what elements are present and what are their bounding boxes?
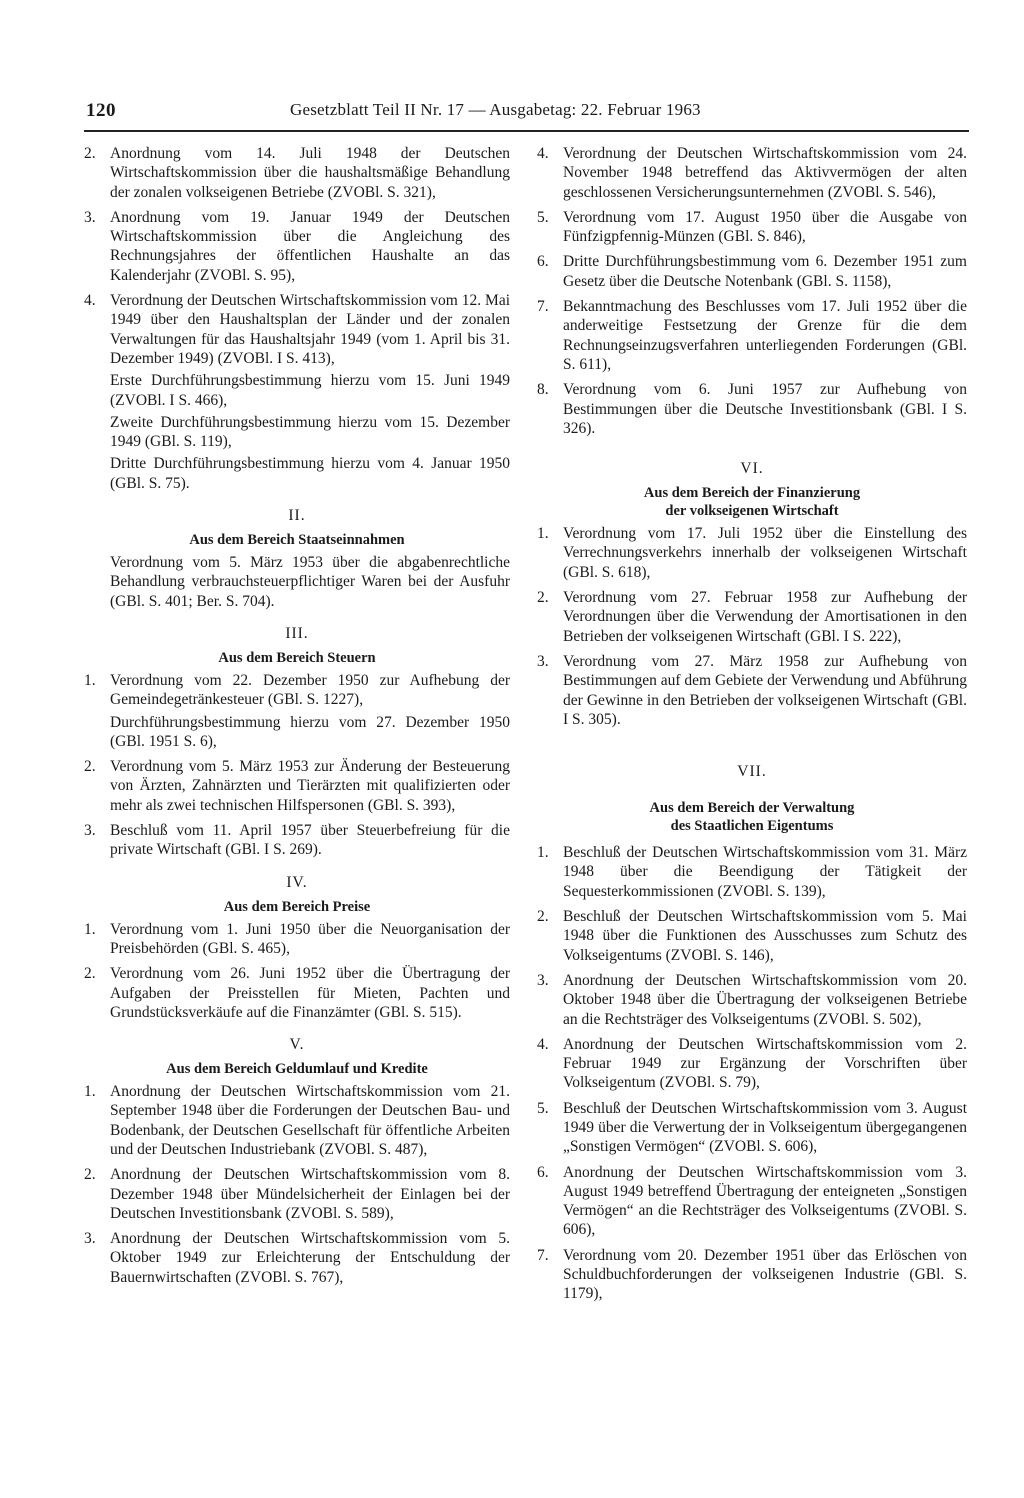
list-item <box>84 1082 510 1159</box>
item-text: Bekanntmachung des Beschlusses vom 17. Juli 1952 über die anderweitige Festsetzung der Grenze für die dem Rechnungseinzugsverfahren unterliegenden Forderungen (GBl. S. 611), <box>563 298 967 373</box>
item-text: Anordnung vom 19. Januar 1949 der Deutschen Wirtschaftskommission über die Angleichung des Rechnungsjahres der öffentlichen Haushalte an das Kalenderjahr (ZVOBl. S. 95), <box>110 208 510 284</box>
item-text: Verordnung vom 22. Dezember 1950 zur Aufhebung der Gemeindegetränkesteuer (GBl. S. 1227), <box>110 671 510 709</box>
list-item <box>84 671 510 751</box>
item-subtext: Erste Durchführungsbestimmung hierzu vom 15. Juni 1949 (ZVOBl. I S. 466), <box>110 372 510 409</box>
item-text: Beschluß der Deutschen Wirtschaftskommission vom 3. August 1949 über die Verwertung der in Volkseigentum übergegangenen „Sonstigen Vermögen“ (ZVOBl. S. 606), <box>563 1099 967 1156</box>
item-number: 2. <box>84 145 96 162</box>
list-item <box>537 524 967 582</box>
list-item <box>537 252 967 291</box>
item-number: 6. <box>537 1163 549 1181</box>
list-item <box>537 1163 967 1240</box>
item-number: 4. <box>537 1035 549 1053</box>
list-item <box>537 843 967 901</box>
item-number: 3. <box>537 971 549 989</box>
item-number: 8. <box>537 381 549 399</box>
list-item <box>84 1165 510 1223</box>
item-number: 3. <box>84 1230 96 1248</box>
list-item <box>84 964 510 1022</box>
list-item <box>84 920 510 959</box>
running-head: Gesetzblatt Teil II Nr. 17 — Ausgabetag: 22. Februar 1963 <box>290 100 701 119</box>
list-item <box>537 208 967 247</box>
item-number: 3. <box>84 208 96 226</box>
list-item <box>537 1099 967 1157</box>
item-text: Verordnung vom 26. Juni 1952 über die Übertragung der Aufgaben der Preisstellen für Mieten, Pachten und Grundstücksverkäufe auf die Finanzämter (GBl. S. 515). <box>110 965 510 1021</box>
item-number: 1. <box>537 525 549 543</box>
item-text: Beschluß der Deutschen Wirtschaftskommission vom 31. März 1948 über die Beendigung der Tätigkeit der Sequesterkommissionen (ZVOBl. S. 139), <box>563 844 967 900</box>
item-text: Anordnung der Deutschen Wirtschaftskommission vom 8. Dezember 1948 über Mündelsicherheit der Einlagen bei der Deutschen Investitionsbank (ZVOBl. S. 589), <box>110 1166 510 1222</box>
item-number: 4. <box>84 292 96 310</box>
item-number: 5. <box>537 1099 549 1117</box>
list-item <box>84 144 510 202</box>
item-number: 2. <box>84 965 96 983</box>
item-number: 6. <box>537 253 549 271</box>
list-item <box>537 297 967 374</box>
item-number: 2. <box>537 589 549 607</box>
section-number: III. <box>285 624 309 642</box>
item-text: Beschluß vom 11. April 1957 über Steuerbefreiung für die private Wirtschaft (GBl. I S. 269). <box>110 822 510 859</box>
item-text: Anordnung der Deutschen Wirtschaftskommission vom 20. Oktober 1948 über die Übertragung der volkseigenen Betriebe an die Rechtsträger des Volkseigentums (ZVOBl. S. 502), <box>563 971 967 1028</box>
list-item <box>537 380 967 438</box>
item-number: 3. <box>84 822 96 840</box>
list-item <box>537 144 967 202</box>
item-text: Dritte Durchführungsbestimmung vom 6. Dezember 1951 zum Gesetz über die Deutsche Notenbank (GBl. S. 1158), <box>563 253 967 290</box>
list-item <box>537 1035 967 1093</box>
list-item <box>84 821 510 860</box>
section-title: Aus dem Bereich Preise <box>223 898 371 915</box>
item-text: Verordnung vom 27. März 1958 zur Aufhebung von Bestimmungen auf dem Gebiete der Verwendung und Abführung der Gewinne in den Betrieben der volkseigenen Wirtschaft (GBl. I S. 305). <box>563 652 967 728</box>
item-text: Anordnung der Deutschen Wirtschaftskommission vom 5. Oktober 1949 zur Erleichterung der Entschuldung der Bauernwirtschaften (ZVOBl. S. 767), <box>110 1230 510 1286</box>
section-title <box>537 484 967 520</box>
section-title-line: Aus dem Bereich der Finanzierung <box>643 485 861 502</box>
item-text: Verordnung vom 17. August 1950 über die Ausgabe von Fünfzigpfennig-Münzen (GBl. S. 846), <box>563 208 967 246</box>
list-item <box>537 588 967 646</box>
header-rule <box>84 130 969 132</box>
section-title-line: Aus dem Bereich der Verwaltung <box>649 800 855 817</box>
section-number: II. <box>288 507 306 525</box>
item-text: Anordnung der Deutschen Wirtschaftskommission vom 3. August 1949 betreffend Übertragung der enteigneten „Sonstigen Vermögen“ an die Rechtsträger des Volkseigentums (ZVOBl. S. 606), <box>563 1163 967 1239</box>
item-text: Anordnung vom 14. Juli 1948 der Deutschen Wirtschaftskommission über die haushaltsmäßige Behandlung der zonalen volkseigenen Betriebe (ZVOBl. S. 321), <box>110 145 510 201</box>
list-item <box>84 208 510 285</box>
section-number: VII. <box>737 763 767 781</box>
left-column <box>84 144 510 1293</box>
list-item <box>84 291 510 493</box>
item-text: Verordnung vom 27. Februar 1958 zur Aufhebung der Verordnungen über die Verwendung der Amortisationen in den Betrieben der volkseigenen Wirtschaft (GBl. I S. 222), <box>563 589 967 645</box>
item-number: 3. <box>537 652 549 670</box>
item-subtext: Durchführungsbestimmung hierzu vom 27. Dezember 1950 (GBl. 1951 S. 6), <box>110 713 510 750</box>
item-number: 7. <box>537 1246 549 1264</box>
list-item <box>537 1246 967 1304</box>
list-item <box>84 757 510 815</box>
item-text: Verordnung der Deutschen Wirtschaftskommission vom 24. November 1948 betreffend das Aktivvermögen der alten geschlossenen Versicherungsunternehmen (ZVOBl. S. 546), <box>563 145 967 201</box>
item-text: Verordnung vom 1. Juni 1950 über die Neuorganisation der Preisbehörden (GBl. S. 465), <box>110 920 510 957</box>
section-title: Aus dem Bereich Staatseinnahmen <box>189 532 405 549</box>
section-number: VI. <box>740 460 764 478</box>
item-text: Verordnung vom 5. März 1953 zur Änderung der Besteuerung von Ärzten, Zahnärzten und Tierärzten mit qualifizierten oder mehr als zwei technischen Hilfspersonen (GBl. S. 393), <box>110 758 510 814</box>
right-column <box>537 144 967 1310</box>
item-number: 2. <box>537 908 549 926</box>
section-title <box>537 799 967 835</box>
item-number: 4. <box>537 145 549 162</box>
item-text: Verordnung der Deutschen Wirtschaftskommission vom 12. Mai 1949 über den Haushaltsplan der Länder und der zonalen Verwaltungen für das Haushaltsjahr 1949 (vom 1. April bis 31. Dezember 1949) (ZVOBl. I S. 413), <box>110 292 510 367</box>
item-subtext: Zweite Durchführungsbestimmung hierzu vom 15. Dezember 1949 (GBl. S. 119), <box>110 413 510 451</box>
section-title: Aus dem Bereich Steuern <box>218 649 376 666</box>
item-number: 7. <box>537 298 549 316</box>
list-item <box>84 1229 510 1287</box>
item-number: 2. <box>84 758 96 776</box>
item-text: Anordnung der Deutschen Wirtschaftskommission vom 2. Februar 1949 zur Ergänzung der Vorschriften über Volkseigentum (ZVOBl. S. 79), <box>563 1035 967 1092</box>
list-item <box>537 907 967 965</box>
section-title-line: des Staatlichen Eigentums <box>670 818 834 835</box>
item-subtext: Dritte Durchführungsbestimmung hierzu vom 4. Januar 1950 (GBl. S. 75). <box>110 455 510 492</box>
page-header <box>86 100 968 130</box>
list-item <box>537 971 967 1029</box>
section-text: Verordnung vom 5. März 1953 über die abgabenrechtliche Behandlung verbrauchsteuerpflichtiger Waren bei der Ausfuhr (GBl. S. 401; Ber. S. 704). <box>110 554 510 610</box>
item-text: Verordnung vom 6. Juni 1957 zur Aufhebung von Bestimmungen über die Deutsche Investitionsbank (GBl. I S. 326). <box>563 381 967 437</box>
item-number: 2. <box>84 1166 96 1184</box>
item-text: Beschluß der Deutschen Wirtschaftskommission vom 5. Mai 1948 über die Funktionen des Ausschusses zum Schutz des Volkseigentums (ZVOBl. S. 146), <box>563 908 967 964</box>
item-text: Verordnung vom 20. Dezember 1951 über das Erlöschen von Schuldbuchforderungen der volkseigenen Industrie (GBl. S. 1179), <box>563 1246 967 1303</box>
item-number: 1. <box>537 844 549 862</box>
item-text: Anordnung der Deutschen Wirtschaftskommission vom 21. September 1948 über die Forderungen der Deutschen Bau- und Bodenbank, der Deutschen Gesellschaft für öffentliche Arbeiten und der Deutschen Industriebank (ZVOBl. S. 487), <box>110 1083 510 1158</box>
item-number: 5. <box>537 208 549 226</box>
item-text: Verordnung vom 17. Juli 1952 über die Einstellung des Verrechnungsverkehrs innerhalb der volkseigenen Wirtschaft (GBl. S. 618), <box>563 525 967 581</box>
section-number: V. <box>289 1036 305 1054</box>
item-number: 1. <box>84 671 96 689</box>
section-title: Aus dem Bereich Geldumlauf und Kredite <box>166 1061 428 1078</box>
list-item <box>537 652 967 729</box>
page-number: 120 <box>86 100 116 121</box>
item-number: 1. <box>84 1083 96 1101</box>
section-number: IV. <box>286 873 308 891</box>
item-number: 1. <box>84 920 96 938</box>
section-title-line: der volkseigenen Wirtschaft <box>665 503 839 520</box>
